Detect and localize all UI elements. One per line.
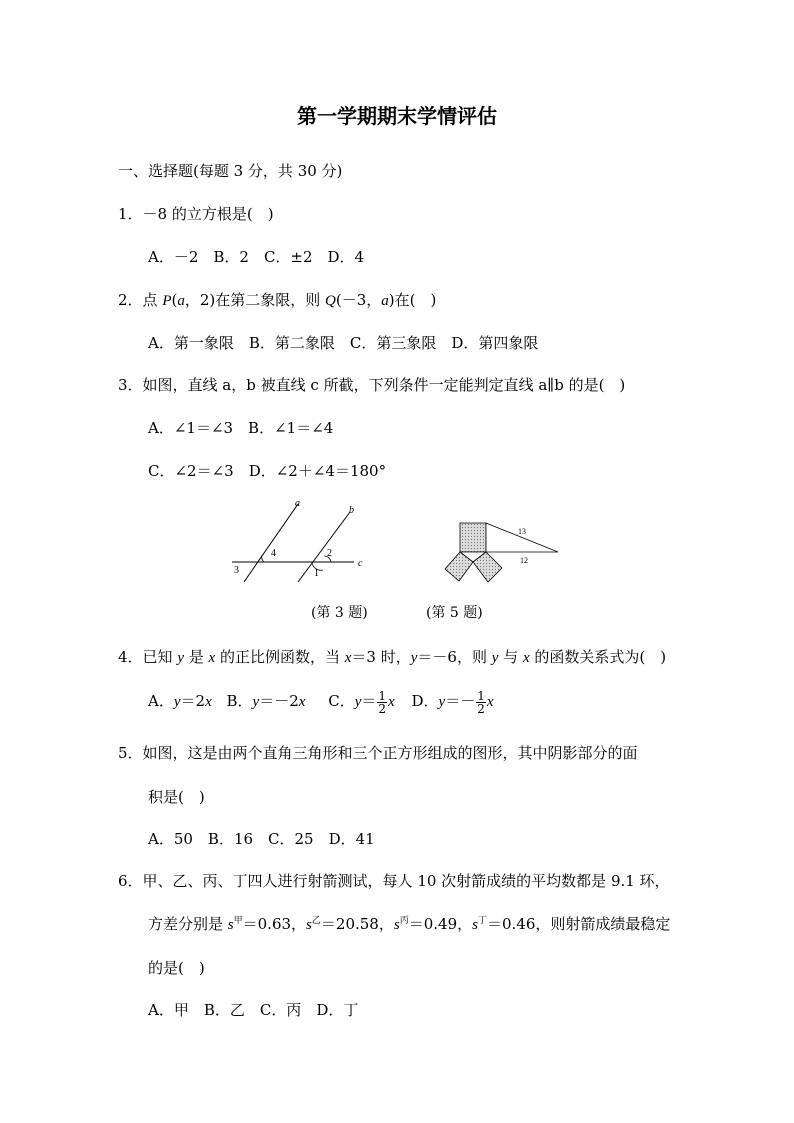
line-b <box>298 512 350 582</box>
caption-question-3: (第 3 题) <box>311 605 368 621</box>
square-top <box>460 523 486 552</box>
question-6-line-2: 方差分别是 $s^甲=0.63$，$s^乙=20.58$，$s^丙=0.49$，$s^丁=0.46$，则射箭成绩最稳定 <box>148 915 671 933</box>
label-2: 2 <box>327 548 332 559</box>
figure-question-5 <box>440 517 564 589</box>
question-5-line-1: 5．如图，这是由两个直角三角形和三个正方形组成的图形，其中阴影部分的面 <box>118 744 638 762</box>
question-1-stem: 1．－8 的立方根是( ) <box>118 205 274 223</box>
question-3-options-cd: C．∠2＝∠3 D．∠2＋∠4＝180° <box>148 462 387 480</box>
label-4: 4 <box>271 548 276 559</box>
section-heading: 一、选择题(每题 3 分，共 30 分) <box>118 162 343 180</box>
question-2-stem: 2．点 P(a，2)在第二象限，则 Q(－3，a)在( ) <box>118 291 437 309</box>
question-5-line-2: 积是( ) <box>148 788 205 806</box>
fraction-c: $\frac{1}{2}$ <box>378 688 387 716</box>
line-a <box>244 504 298 582</box>
question-3-stem: 3．如图，直线 a，b 被直线 c 所截，下列条件一定能判定直线 a∥b 的是( ) <box>118 376 626 394</box>
question-6-line-1: 6．甲、乙、丙、丁四人进行射箭测试，每人 10 次射箭成绩的平均数都是 9.1 环， <box>118 872 670 890</box>
label-1: 1 <box>314 568 319 579</box>
label-12: 12 <box>520 556 528 565</box>
figure-question-3 <box>228 494 378 586</box>
label-a: a <box>295 498 300 509</box>
question-4-options: A．y＝2x B．y＝－2x C．y＝ $\frac{1}{2}$ x D．y＝－ $\frac{1}{2}$ x <box>148 688 494 716</box>
fraction-d: $\frac{1}{2}$ <box>477 688 485 716</box>
question-4-stem: 4．已知 y 是 x 的正比例函数，当 x＝3 时，y＝－6，则 y 与 x 的函数关系式为( ) <box>118 648 667 666</box>
question-6-line-3: 的是( ) <box>148 959 205 977</box>
question-5-options: A．50 B．16 C．25 D．41 <box>148 830 375 848</box>
label-3: 3 <box>234 565 239 576</box>
label-b: b <box>349 505 354 516</box>
caption-question-5: (第 5 题) <box>426 605 483 621</box>
question-6-options: A．甲 B．乙 C．丙 D．丁 <box>148 1001 359 1019</box>
label-13: 13 <box>518 527 526 536</box>
question-3-options-ab: A．∠1＝∠3 B．∠1＝∠4 <box>148 419 334 437</box>
label-c: c <box>358 558 363 569</box>
question-2-options: A．第一象限 B．第二象限 C．第三象限 D．第四象限 <box>148 334 539 352</box>
question-1-options: A．－2 B．2 C．±2 D．4 <box>148 248 365 266</box>
angle-4-arc <box>262 555 264 562</box>
page-title: 第一学期期末学情评估 <box>297 104 497 128</box>
